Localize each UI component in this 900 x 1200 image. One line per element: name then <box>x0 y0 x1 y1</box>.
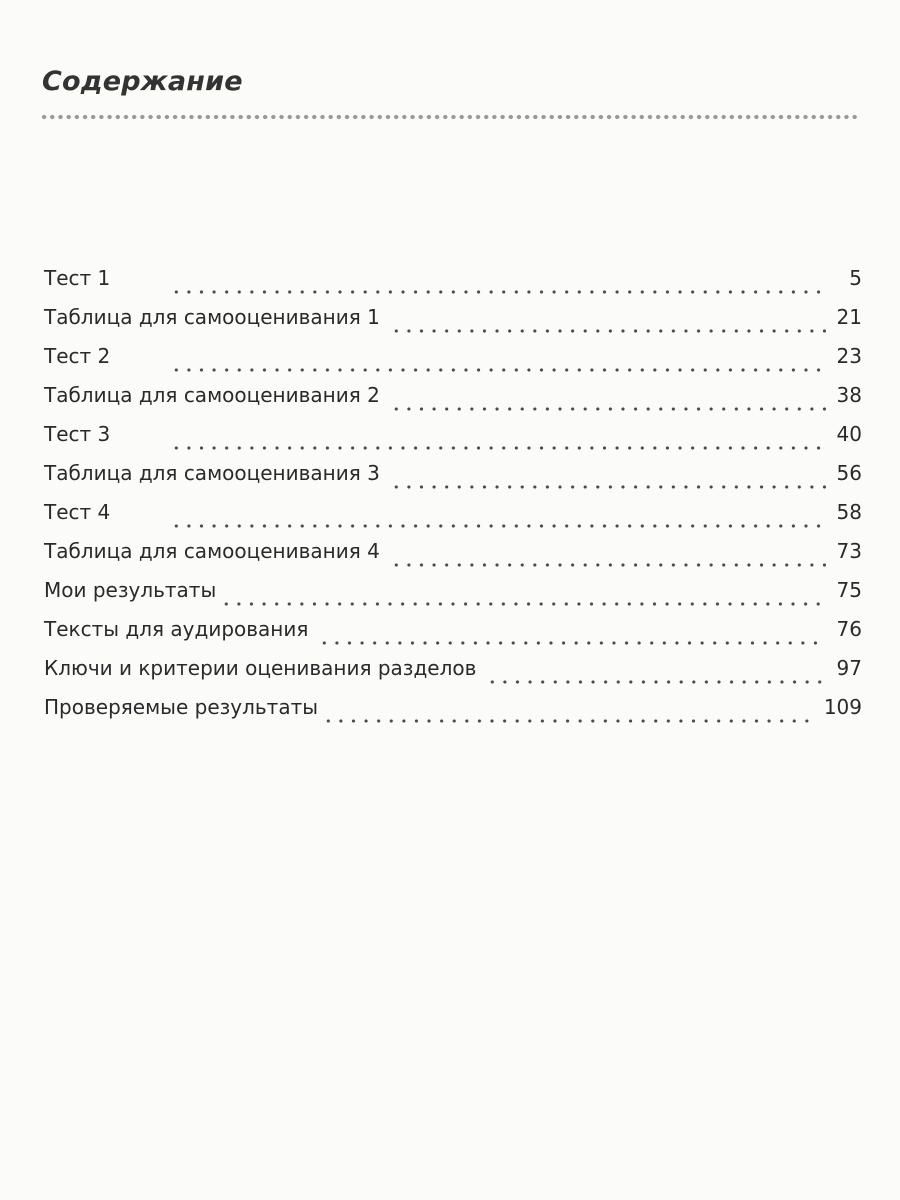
toc-entry <box>44 266 862 305</box>
toc-entry-page: 23 <box>836 344 862 368</box>
toc-entry-page: 109 <box>823 695 862 719</box>
dot-leader <box>170 290 826 294</box>
dot-leader <box>322 719 814 723</box>
toc-entry-title: Таблица для самооценивания 4 <box>44 539 380 563</box>
dot-leader <box>390 563 826 567</box>
toc-entry <box>44 305 862 344</box>
dot-leader <box>318 641 826 645</box>
toc-entry-title: Таблица для самооценивания 3 <box>44 461 380 485</box>
toc-entry <box>44 344 862 383</box>
toc-entry-title: Тест 4 <box>44 500 111 524</box>
toc-entry-page: 97 <box>836 656 862 680</box>
dot-leader <box>390 329 826 333</box>
toc-entry-page: 58 <box>836 500 862 524</box>
toc-entry-page: 75 <box>836 578 862 602</box>
toc-entry-page: 21 <box>836 305 862 329</box>
toc-entry-page: 56 <box>836 461 862 485</box>
toc-entry-title: Тест 2 <box>44 344 111 368</box>
toc-entry <box>44 461 862 500</box>
toc-entry <box>44 383 862 422</box>
toc-entry-page: 40 <box>836 422 862 446</box>
dotted-divider <box>40 114 860 120</box>
toc-entry-title: Тест 3 <box>44 422 111 446</box>
dot-leader <box>390 407 826 411</box>
toc-entry-title: Мои результаты <box>44 578 217 602</box>
toc-entry-title: Проверяемые результаты <box>44 695 319 719</box>
toc-entry-title: Тексты для аудирования <box>44 617 309 641</box>
toc-entry <box>44 617 862 656</box>
page-title: Содержание <box>42 66 243 97</box>
toc-entry-page: 38 <box>836 383 862 407</box>
toc-entry-title: Таблица для самооценивания 2 <box>44 383 380 407</box>
toc-entry-title: Таблица для самооценивания 1 <box>44 305 380 329</box>
dot-leader <box>390 485 826 489</box>
toc-entry-title: Тест 1 <box>44 266 111 290</box>
toc-entry <box>44 656 862 695</box>
toc-entry <box>44 422 862 461</box>
toc-entry-page: 76 <box>836 617 862 641</box>
dot-leader <box>486 680 826 684</box>
dot-leader <box>170 446 826 450</box>
toc-entry <box>44 500 862 539</box>
table-of-contents <box>44 266 862 734</box>
toc-entry <box>44 539 862 578</box>
toc-entry-title: Ключи и критерии оценивания разделов <box>44 656 477 680</box>
toc-entry <box>44 578 862 617</box>
dot-leader <box>170 368 826 372</box>
dot-leader <box>220 602 826 606</box>
toc-entry-page: 5 <box>849 266 862 290</box>
toc-entry-page: 73 <box>836 539 862 563</box>
toc-entry <box>44 695 862 734</box>
dot-leader <box>170 524 826 528</box>
